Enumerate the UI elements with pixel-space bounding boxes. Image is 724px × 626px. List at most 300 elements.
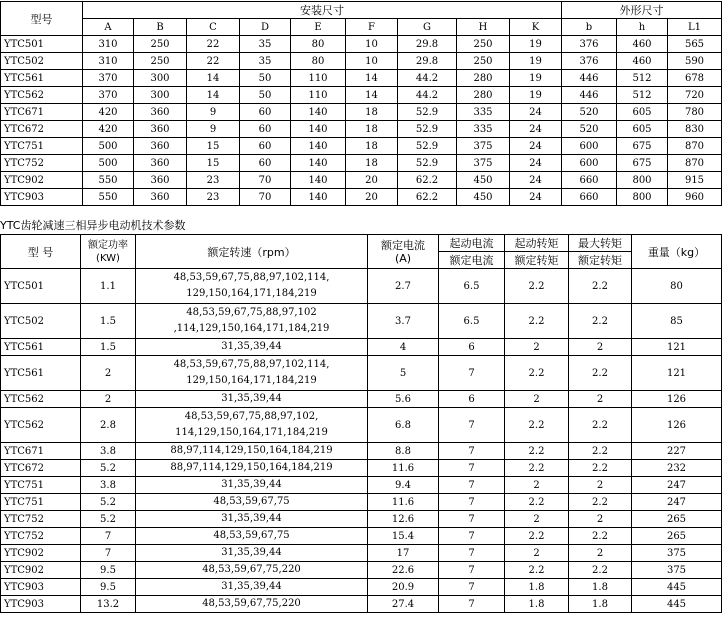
- table-row: [1, 172, 722, 189]
- dimension-cell: 280: [457, 70, 510, 87]
- speed-line: 31,35,39,44: [221, 479, 282, 490]
- dimension-cell: 446: [562, 87, 617, 104]
- speed-line: 31,35,39,44: [221, 341, 282, 352]
- speed-line: 114,129,150,164,171,184,219: [175, 427, 328, 438]
- speed-line: 48,53,59,67,75,88,97,102: [186, 307, 317, 318]
- dimension-cell: 24: [510, 155, 562, 172]
- weight-cell: 227: [632, 443, 722, 460]
- model-cell: YTC562: [1, 87, 83, 104]
- rated-current-cell: 5: [368, 356, 439, 391]
- speed-line: ,114,129,150,164,171,184,219: [173, 323, 330, 334]
- column-header: B: [134, 19, 187, 36]
- dimension-cell: 310: [83, 36, 134, 53]
- dimension-cell: 660: [562, 189, 617, 206]
- table-row: [1, 494, 722, 511]
- dimension-cell: 19: [510, 70, 562, 87]
- dimension-cell: 800: [617, 172, 668, 189]
- dimension-cell: 24: [510, 172, 562, 189]
- rated-speed-cell: [136, 269, 368, 304]
- dimension-cell: 50: [240, 70, 291, 87]
- start-current-ratio-cell: 6: [439, 391, 505, 408]
- dimension-cell: 450: [457, 189, 510, 206]
- dimension-cell: 52.9: [398, 104, 457, 121]
- weight-cell: 126: [632, 408, 722, 443]
- rated-speed-cell: [136, 460, 368, 477]
- dimension-cell: 605: [617, 104, 668, 121]
- header-rated-current-unit: (A): [394, 251, 412, 265]
- dimension-cell: 600: [562, 138, 617, 155]
- dimension-cell: 14: [346, 87, 398, 104]
- dimension-cell: 14: [187, 87, 240, 104]
- dimension-cell: 10: [346, 53, 398, 70]
- dimension-cell: 35: [240, 53, 291, 70]
- header-start-torque-top: 起动转矩: [505, 235, 569, 252]
- speed-line: 129,150,164,171,184,219: [186, 375, 317, 386]
- dimension-cell: 29.8: [398, 53, 457, 70]
- table-row: [1, 189, 722, 206]
- table-row: [1, 511, 722, 528]
- dimension-cell: 140: [291, 104, 346, 121]
- dimension-cell: 660: [562, 172, 617, 189]
- dimension-cell: 60: [240, 138, 291, 155]
- weight-cell: 265: [632, 528, 722, 545]
- dimension-cell: 15: [187, 138, 240, 155]
- max-torque-ratio-cell: 1.8: [569, 579, 632, 596]
- speed-line: 48,53,59,67,75: [213, 496, 290, 507]
- dimension-cell: 520: [562, 104, 617, 121]
- dimension-cell: 720: [668, 87, 722, 104]
- dimension-cell: 870: [668, 155, 722, 172]
- dimension-cell: 520: [562, 121, 617, 138]
- start-current-ratio-cell: 7: [439, 528, 505, 545]
- dimension-cell: 140: [291, 172, 346, 189]
- speed-line: 129,150,164,171,184,219: [186, 288, 317, 299]
- column-header: F: [346, 19, 398, 36]
- rated-power-cell: 7: [81, 545, 136, 562]
- dimension-cell: 375: [457, 138, 510, 155]
- dimension-cell: 80: [291, 36, 346, 53]
- header-rated-power-unit: (KW): [96, 252, 120, 264]
- max-torque-ratio-cell: 2.2: [569, 562, 632, 579]
- rated-speed-cell: [136, 528, 368, 545]
- dimension-cell: 9: [187, 121, 240, 138]
- dimension-cell: 678: [668, 70, 722, 87]
- dimension-cell: 675: [617, 138, 668, 155]
- dimension-cell: 376: [562, 53, 617, 70]
- header-weight: 重量（kg）: [632, 235, 722, 269]
- rated-speed-cell: [136, 545, 368, 562]
- table-row: [1, 528, 722, 545]
- dimension-cell: 460: [617, 36, 668, 53]
- speed-line: 31,35,39,44: [221, 547, 282, 558]
- header-model: 型号: [1, 2, 83, 36]
- rated-power-cell: 5.2: [81, 494, 136, 511]
- model-cell: YTC501: [1, 36, 83, 53]
- start-current-ratio-cell: 7: [439, 460, 505, 477]
- header-install-dimensions: 安装尺寸: [83, 2, 562, 19]
- start-torque-ratio-cell: 2.2: [505, 408, 569, 443]
- dimension-cell: 370: [83, 87, 134, 104]
- max-torque-ratio-cell: 2.2: [569, 356, 632, 391]
- start-current-ratio-cell: 7: [439, 545, 505, 562]
- rated-current-cell: 22.6: [368, 562, 439, 579]
- start-torque-ratio-cell: 2.2: [505, 304, 569, 339]
- dimension-cell: 600: [562, 155, 617, 172]
- dimension-cell: 18: [346, 138, 398, 155]
- table-row: [1, 391, 722, 408]
- start-current-ratio-cell: 7: [439, 356, 505, 391]
- max-torque-ratio-cell: 2.2: [569, 528, 632, 545]
- dimension-cell: 50: [240, 87, 291, 104]
- rated-power-cell: 2: [81, 356, 136, 391]
- rated-current-cell: 5.6: [368, 391, 439, 408]
- start-torque-ratio-cell: 2: [505, 511, 569, 528]
- dimension-cell: 830: [668, 121, 722, 138]
- max-torque-ratio-cell: 1.8: [569, 596, 632, 613]
- dimension-cell: 590: [668, 53, 722, 70]
- start-current-ratio-cell: 7: [439, 511, 505, 528]
- start-current-ratio-cell: 7: [439, 408, 505, 443]
- column-header: b: [562, 19, 617, 36]
- dimension-cell: 360: [134, 155, 187, 172]
- rated-speed-cell: [136, 579, 368, 596]
- dimension-cell: 18: [346, 121, 398, 138]
- header-max-torque-bottom: 额定转矩: [569, 252, 632, 269]
- dimension-cell: 70: [240, 189, 291, 206]
- rated-current-cell: 11.6: [368, 494, 439, 511]
- dimension-cell: 60: [240, 104, 291, 121]
- dimension-cell: 19: [510, 87, 562, 104]
- rated-current-cell: 27.4: [368, 596, 439, 613]
- dimension-cell: 140: [291, 121, 346, 138]
- start-torque-ratio-cell: 2: [505, 477, 569, 494]
- table-row: [1, 138, 722, 155]
- dimension-cell: 140: [291, 138, 346, 155]
- dimension-cell: 110: [291, 70, 346, 87]
- dimension-cell: 460: [617, 53, 668, 70]
- column-header: L1: [668, 19, 722, 36]
- dimension-cell: 550: [83, 172, 134, 189]
- dimension-cell: 446: [562, 70, 617, 87]
- model-cell: YTC501: [1, 269, 81, 304]
- table-row: [1, 104, 722, 121]
- dimension-cell: 915: [668, 172, 722, 189]
- rated-current-cell: 2.7: [368, 269, 439, 304]
- rated-speed-cell: [136, 391, 368, 408]
- table-row: [1, 443, 722, 460]
- max-torque-ratio-cell: 2.2: [569, 460, 632, 477]
- start-current-ratio-cell: 6.5: [439, 304, 505, 339]
- weight-cell: 375: [632, 562, 722, 579]
- start-torque-ratio-cell: 2.2: [505, 528, 569, 545]
- weight-cell: 265: [632, 511, 722, 528]
- rated-power-cell: 1.5: [81, 304, 136, 339]
- dimension-cell: 140: [291, 189, 346, 206]
- rated-current-cell: 8.8: [368, 443, 439, 460]
- start-torque-ratio-cell: 2: [505, 391, 569, 408]
- table-row: [1, 155, 722, 172]
- tech-params-title: YTC齿轮减速三相异步电动机技术参数: [0, 219, 186, 232]
- dimension-cell: 22: [187, 53, 240, 70]
- speed-line: 31,35,39,44: [221, 393, 282, 404]
- start-torque-ratio-cell: 2: [505, 545, 569, 562]
- rated-speed-cell: [136, 477, 368, 494]
- column-header: E: [291, 19, 346, 36]
- start-torque-ratio-cell: 2.2: [505, 269, 569, 304]
- dimension-cell: 80: [291, 53, 346, 70]
- model-cell: YTC752: [1, 528, 81, 545]
- model-cell: YTC903: [1, 579, 81, 596]
- dimension-cell: 280: [457, 87, 510, 104]
- weight-cell: 121: [632, 356, 722, 391]
- dimension-cell: 335: [457, 121, 510, 138]
- start-torque-ratio-cell: 2.2: [505, 460, 569, 477]
- dimension-cell: 10: [346, 36, 398, 53]
- dimension-cell: 360: [134, 189, 187, 206]
- header-rated-current-label: 额定电流: [381, 238, 425, 252]
- max-torque-ratio-cell: 2: [569, 339, 632, 356]
- dimension-cell: 44.2: [398, 70, 457, 87]
- model-cell: YTC561: [1, 70, 83, 87]
- header-rated-current: [368, 235, 439, 269]
- table-row: [1, 304, 722, 339]
- dimension-cell: 52.9: [398, 121, 457, 138]
- table-row: [1, 87, 722, 104]
- speed-line: 48,53,59,67,75,220: [202, 598, 301, 609]
- start-torque-ratio-cell: 2: [505, 339, 569, 356]
- speed-line: 88,97,114,129,150,164,184,219: [170, 445, 333, 456]
- start-current-ratio-cell: 7: [439, 443, 505, 460]
- start-torque-ratio-cell: 1.8: [505, 579, 569, 596]
- start-torque-ratio-cell: 2.2: [505, 443, 569, 460]
- dimension-cell: 24: [510, 104, 562, 121]
- start-current-ratio-cell: 7: [439, 562, 505, 579]
- dimension-cell: 450: [457, 172, 510, 189]
- weight-cell: 232: [632, 460, 722, 477]
- model-cell: YTC561: [1, 356, 81, 391]
- dimension-cell: 300: [134, 87, 187, 104]
- start-current-ratio-cell: 7: [439, 596, 505, 613]
- header-rated-power-label: 额定功率: [88, 239, 128, 251]
- dimension-cell: 375: [457, 155, 510, 172]
- tech-params-table: [0, 234, 722, 613]
- rated-current-cell: 11.6: [368, 460, 439, 477]
- header-model: 型 号: [1, 235, 81, 269]
- max-torque-ratio-cell: 2.2: [569, 443, 632, 460]
- rated-power-cell: 5.2: [81, 460, 136, 477]
- weight-cell: 247: [632, 477, 722, 494]
- dimension-cell: 420: [83, 104, 134, 121]
- rated-power-cell: 2.8: [81, 408, 136, 443]
- dimension-cell: 14: [187, 70, 240, 87]
- start-current-ratio-cell: 7: [439, 477, 505, 494]
- model-cell: YTC752: [1, 155, 83, 172]
- dimension-cell: 300: [134, 70, 187, 87]
- dimension-cell: 14: [346, 70, 398, 87]
- dimension-cell: 22: [187, 36, 240, 53]
- dimension-cell: 44.2: [398, 87, 457, 104]
- rated-current-cell: 3.7: [368, 304, 439, 339]
- table-row: [1, 339, 722, 356]
- model-cell: YTC902: [1, 172, 83, 189]
- dimension-cell: 376: [562, 36, 617, 53]
- model-cell: YTC903: [1, 189, 83, 206]
- model-cell: YTC561: [1, 339, 81, 356]
- weight-cell: 375: [632, 545, 722, 562]
- dimension-cell: 250: [457, 53, 510, 70]
- speed-line: 88,97,114,129,150,164,184,219: [170, 462, 333, 473]
- dimension-cell: 605: [617, 121, 668, 138]
- header-start-torque-bottom: 额定转矩: [505, 252, 569, 269]
- rated-current-cell: 12.6: [368, 511, 439, 528]
- column-header: h: [617, 19, 668, 36]
- start-torque-ratio-cell: 2.2: [505, 494, 569, 511]
- start-current-ratio-cell: 7: [439, 494, 505, 511]
- table-row: [1, 269, 722, 304]
- rated-speed-cell: [136, 596, 368, 613]
- model-cell: YTC752: [1, 511, 81, 528]
- dimension-cell: 60: [240, 121, 291, 138]
- dimension-cell: 512: [617, 70, 668, 87]
- max-torque-ratio-cell: 2: [569, 477, 632, 494]
- dimension-cell: 60: [240, 155, 291, 172]
- dimension-cell: 18: [346, 104, 398, 121]
- speed-line: 31,35,39,44: [221, 581, 282, 592]
- dimension-cell: 565: [668, 36, 722, 53]
- dimension-cell: 370: [83, 70, 134, 87]
- dimension-cell: 500: [83, 155, 134, 172]
- dimension-cell: 20: [346, 172, 398, 189]
- model-cell: YTC671: [1, 104, 83, 121]
- table-row: [1, 545, 722, 562]
- rated-current-cell: 6.8: [368, 408, 439, 443]
- max-torque-ratio-cell: 2.2: [569, 304, 632, 339]
- table-row: [1, 36, 722, 53]
- dimension-cell: 960: [668, 189, 722, 206]
- table-row: [1, 460, 722, 477]
- column-header: G: [398, 19, 457, 36]
- table-row: [1, 596, 722, 613]
- header-rated-power: [81, 235, 136, 269]
- weight-cell: 247: [632, 494, 722, 511]
- rated-current-cell: 20.9: [368, 579, 439, 596]
- dimension-cell: 360: [134, 138, 187, 155]
- table-row: [1, 356, 722, 391]
- dimension-cell: 310: [83, 53, 134, 70]
- dimension-cell: 29.8: [398, 36, 457, 53]
- rated-power-cell: 1.5: [81, 339, 136, 356]
- speed-line: 31,35,39,44: [221, 513, 282, 524]
- table-row: [1, 408, 722, 443]
- rated-speed-cell: [136, 443, 368, 460]
- max-torque-ratio-cell: 2.2: [569, 269, 632, 304]
- model-cell: YTC902: [1, 562, 81, 579]
- header-outline-dimensions: 外形尺寸: [562, 2, 722, 19]
- dimension-cell: 19: [510, 36, 562, 53]
- rated-current-cell: 4: [368, 339, 439, 356]
- dimension-cell: 110: [291, 87, 346, 104]
- dimension-cell: 62.2: [398, 172, 457, 189]
- dimension-cell: 35: [240, 36, 291, 53]
- max-torque-ratio-cell: 2: [569, 545, 632, 562]
- rated-speed-cell: [136, 562, 368, 579]
- dimension-cell: 870: [668, 138, 722, 155]
- dimension-cell: 550: [83, 189, 134, 206]
- start-torque-ratio-cell: 2.2: [505, 356, 569, 391]
- dimension-cell: 18: [346, 155, 398, 172]
- column-header: C: [187, 19, 240, 36]
- table-row: [1, 477, 722, 494]
- dimension-cell: 360: [134, 121, 187, 138]
- dimension-cell: 780: [668, 104, 722, 121]
- model-cell: YTC903: [1, 596, 81, 613]
- dimension-cell: 20: [346, 189, 398, 206]
- rated-speed-cell: [136, 408, 368, 443]
- weight-cell: 80: [632, 269, 722, 304]
- rated-current-cell: 15.4: [368, 528, 439, 545]
- model-cell: YTC562: [1, 408, 81, 443]
- table-row: [1, 121, 722, 138]
- header-start-current-top: 起动电流: [439, 235, 505, 252]
- model-cell: YTC502: [1, 304, 81, 339]
- rated-speed-cell: [136, 356, 368, 391]
- dimension-cell: 360: [134, 172, 187, 189]
- dimension-cell: 800: [617, 189, 668, 206]
- dimension-cell: 24: [510, 189, 562, 206]
- dimension-cell: 70: [240, 172, 291, 189]
- rated-current-cell: 17: [368, 545, 439, 562]
- table-row: [1, 53, 722, 70]
- model-cell: YTC502: [1, 53, 83, 70]
- dimension-cell: 512: [617, 87, 668, 104]
- dimension-cell: 62.2: [398, 189, 457, 206]
- dimension-cell: 23: [187, 189, 240, 206]
- model-cell: YTC562: [1, 391, 81, 408]
- start-current-ratio-cell: 7: [439, 579, 505, 596]
- weight-cell: 121: [632, 339, 722, 356]
- speed-line: 48,53,59,67,75,88,97,102,114,: [173, 359, 330, 370]
- dimension-cell: 9: [187, 104, 240, 121]
- dimension-cell: 24: [510, 121, 562, 138]
- dimension-cell: 52.9: [398, 155, 457, 172]
- rated-power-cell: 9.5: [81, 562, 136, 579]
- header-max-torque-top: 最大转矩: [569, 235, 632, 252]
- dimension-cell: 335: [457, 104, 510, 121]
- rated-power-cell: 3.8: [81, 443, 136, 460]
- rated-power-cell: 1.1: [81, 269, 136, 304]
- model-cell: YTC751: [1, 494, 81, 511]
- dimension-cell: 500: [83, 138, 134, 155]
- dimension-cell: 420: [83, 121, 134, 138]
- dimension-cell: 19: [510, 53, 562, 70]
- weight-cell: 445: [632, 579, 722, 596]
- table-row: [1, 70, 722, 87]
- rated-power-cell: 13.2: [81, 596, 136, 613]
- rated-power-cell: 2: [81, 391, 136, 408]
- rated-speed-cell: [136, 494, 368, 511]
- speed-line: 48,53,59,67,75: [213, 530, 290, 541]
- max-torque-ratio-cell: 2: [569, 391, 632, 408]
- model-cell: YTC902: [1, 545, 81, 562]
- column-header: H: [457, 19, 510, 36]
- table-row: [1, 562, 722, 579]
- weight-cell: 126: [632, 391, 722, 408]
- dimension-cell: 52.9: [398, 138, 457, 155]
- rated-speed-cell: [136, 339, 368, 356]
- model-cell: YTC751: [1, 138, 83, 155]
- rated-power-cell: 3.8: [81, 477, 136, 494]
- dimension-cell: 24: [510, 138, 562, 155]
